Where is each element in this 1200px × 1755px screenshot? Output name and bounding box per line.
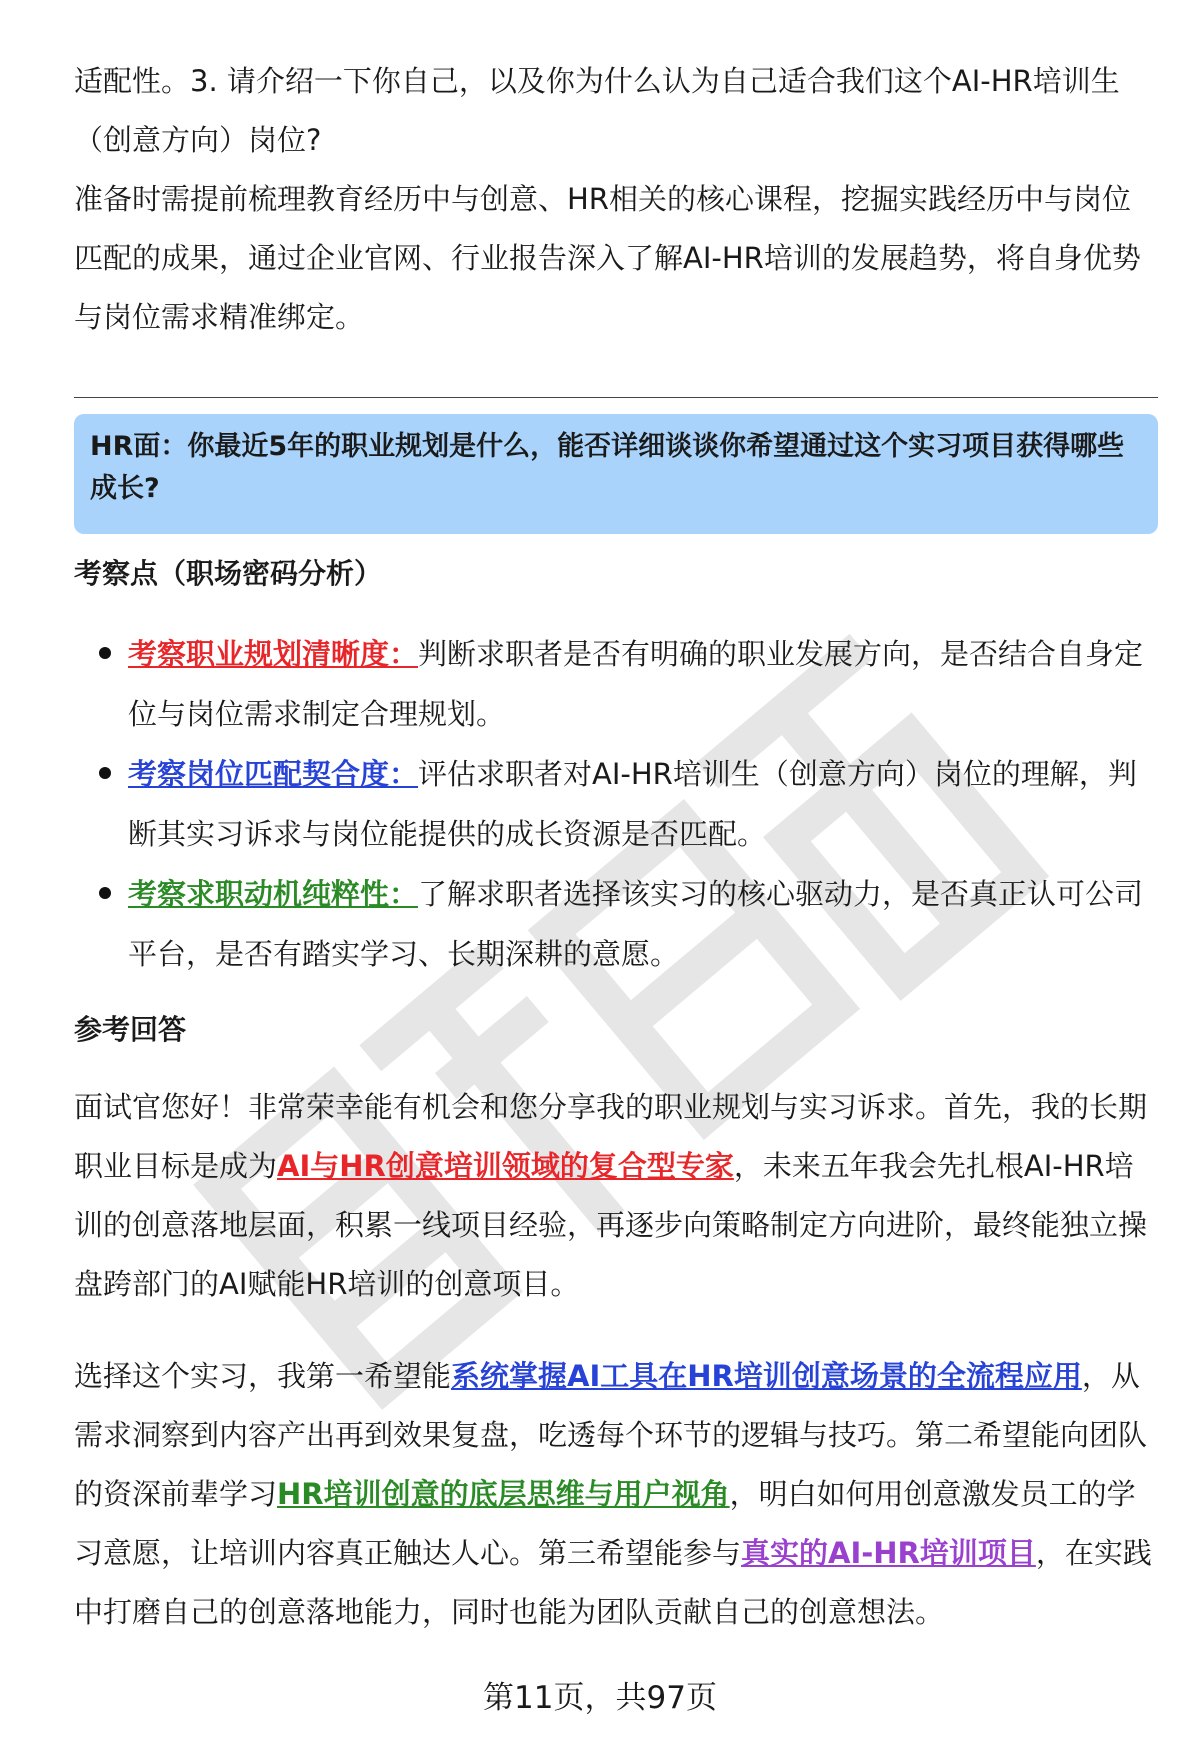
intro-line-2: （创意方向）岗位? xyxy=(74,123,322,157)
section-divider xyxy=(74,397,1158,398)
assessment-keyword-1: 考察职业规划清晰度： xyxy=(128,637,419,671)
assessment-heading: 考察点（职场密码分析） xyxy=(74,557,383,590)
question-box xyxy=(74,414,1158,534)
answer-p2-keyword-1: 系统掌握AI工具在HR培训创意场景的全流程应用 xyxy=(451,1359,1082,1393)
answer-p1-b: ，未来五年我会先扎根AI-HR培训的创意落地层面，积累一线项目经验，再逐步向策略制定方向进阶，最终能独立操盘跨部门的AI赋能HR培训的创意项目。 xyxy=(74,1149,1148,1301)
answer-heading: 参考回答 xyxy=(74,1013,187,1046)
answer-p2-b: ，从需求洞察到内容产出再到效果复盘，吃透每个环节的逻辑与技巧。第二希望能向团队的资深前辈学习 xyxy=(74,1359,1148,1511)
answer-p2-keyword-3: 真实的AI-HR培训项目 xyxy=(741,1536,1036,1570)
list-item xyxy=(74,624,1158,744)
page-number: 第11页，共97页 xyxy=(483,1680,717,1716)
question-text: HR面：你最近5年的职业规划是什么，能否详细谈谈你希望通过这个实习项目获得哪些成长? xyxy=(90,431,1125,504)
answer-paragraph-2 xyxy=(74,1347,1158,1642)
assessment-keyword-3: 考察求职动机纯粹性： xyxy=(128,877,419,911)
assessment-text-2: 评估求职者对AI-HR培训生（创意方向）岗位的理解，判断其实习诉求与岗位能提供的成长资源是否匹配。 xyxy=(128,757,1137,851)
answer-p2-c: ，明白如何用创意激发员工的学习意愿，让培训内容真正触达人心。第三希望能参与 xyxy=(74,1477,1136,1570)
prep-paragraph: 准备时需提前梳理教育经历中与创意、HR相关的核心课程，挖掘实践经历中与岗位匹配的成果，通过企业官网、行业报告深入了解AI-HR培训的发展趋势，将自身优势与岗位需求精准绑定。 xyxy=(74,182,1141,334)
answer-p2-a: 选择这个实习，我第一希望能 xyxy=(74,1359,452,1393)
answer-paragraph-1 xyxy=(74,1078,1158,1314)
answer-p2-d: ，在实践中打磨自己的创意落地能力，同时也能为团队贡献自己的创意想法。 xyxy=(74,1536,1152,1629)
answer-p1-a: 面试官您好！非常荣幸能有机会和您分享我的职业规划与实习诉求。首先，我的长期职业目标是成为 xyxy=(74,1090,1148,1183)
intro-line-1: 适配性。3. 请介绍一下你自己，以及你为什么认为自己适合我们这个AI-HR培训生 xyxy=(74,64,1120,98)
assessment-text-1: 判断求职者是否有明确的职业发展方向，是否结合自身定位与岗位需求制定合理规划。 xyxy=(128,637,1144,731)
answer-p2-keyword-2: HR培训创意的底层思维与用户视角 xyxy=(277,1477,730,1511)
assessment-keyword-2: 考察岗位匹配契合度： xyxy=(128,757,419,791)
list-item xyxy=(74,864,1158,984)
assessment-text-3: 了解求职者选择该实习的核心驱动力，是否真正认可公司平台，是否有踏实学习、长期深耕的意愿。 xyxy=(128,877,1144,971)
answer-p1-keyword: AI与HR创意培训领域的复合型专家 xyxy=(277,1149,734,1183)
assessment-list xyxy=(74,624,1158,984)
list-item xyxy=(74,744,1158,864)
